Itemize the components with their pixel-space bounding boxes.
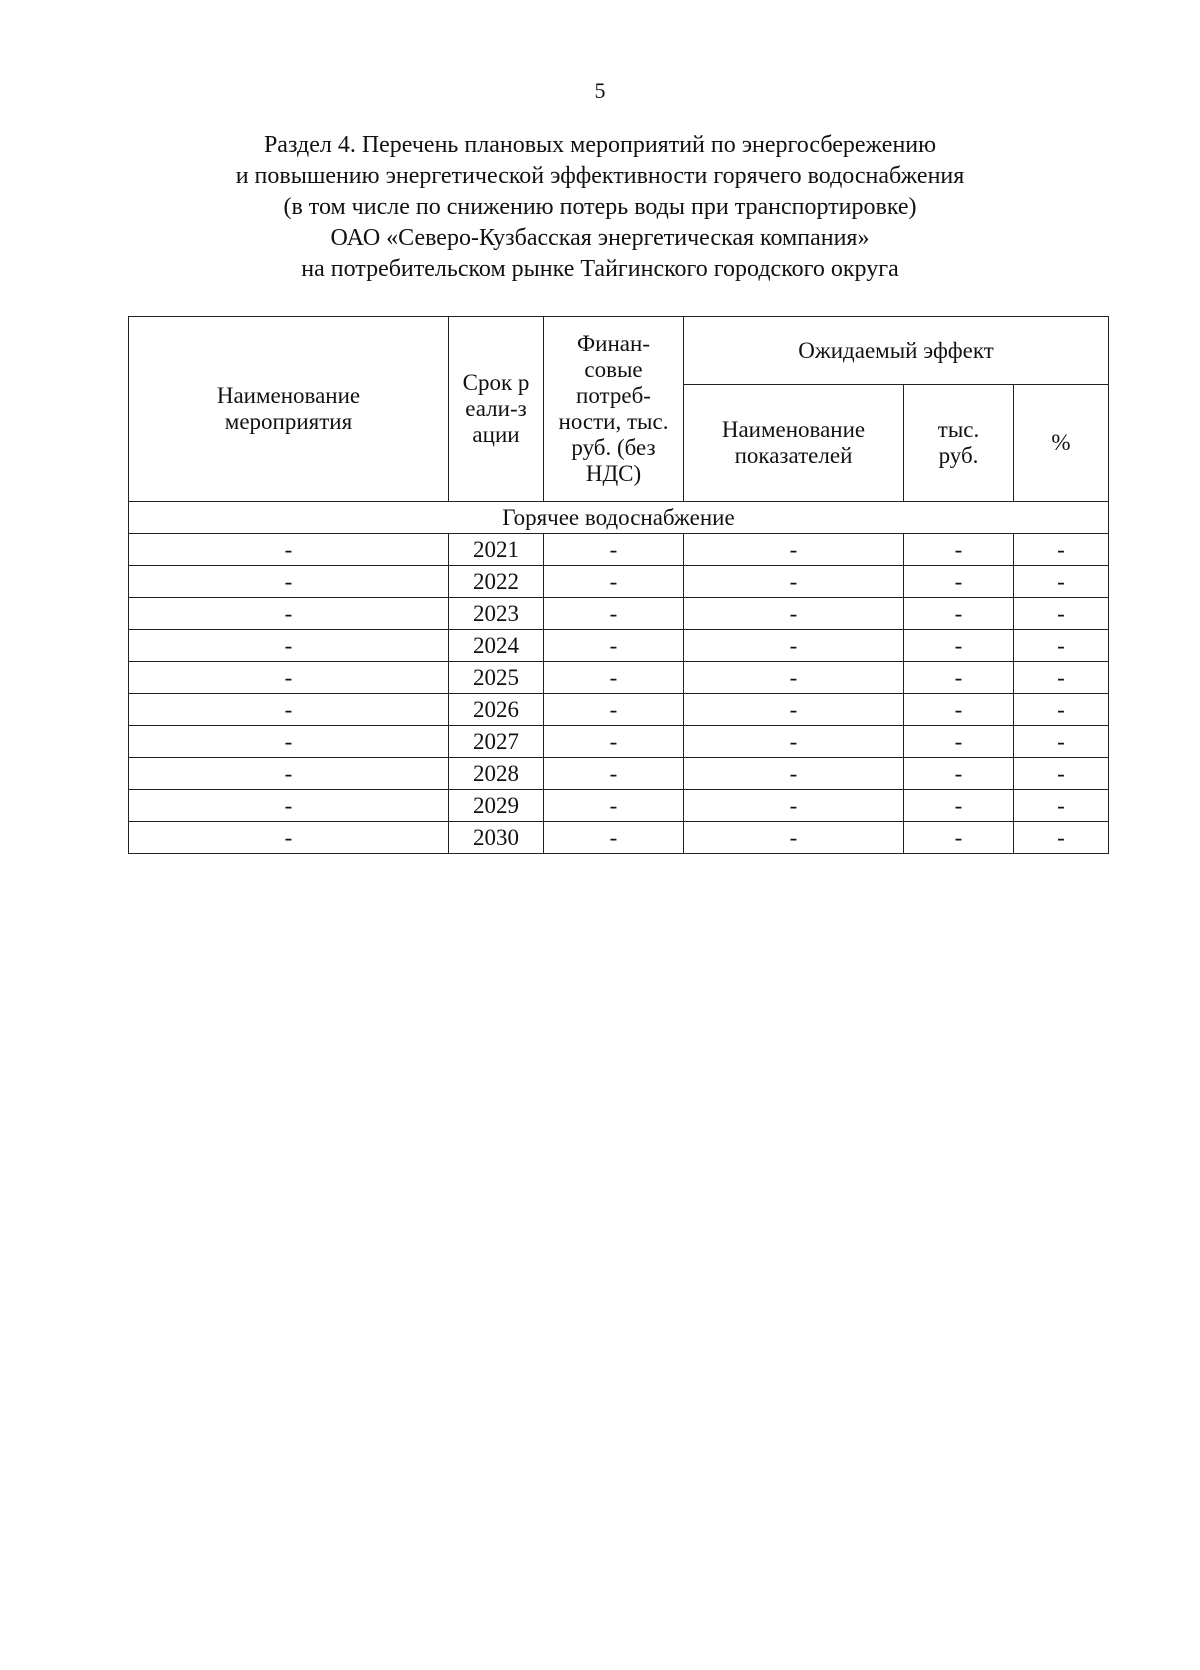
cell-thousand-rub: - [904, 566, 1014, 598]
cell-thousand-rub: - [904, 726, 1014, 758]
cell-finance: - [544, 534, 684, 566]
cell-name: - [129, 566, 449, 598]
header-percent [1014, 385, 1109, 502]
cell-year: 2029 [449, 790, 544, 822]
header-term-label: Срок реали-зации [462, 370, 530, 447]
cell-indicator: - [684, 630, 904, 662]
header-effect [684, 317, 1109, 385]
cell-percent: - [1014, 566, 1109, 598]
cell-finance: - [544, 694, 684, 726]
cell-thousand-rub: - [904, 534, 1014, 566]
cell-thousand-rub: - [904, 598, 1014, 630]
cell-indicator: - [684, 694, 904, 726]
header-effect-label: Ожидаемый эффект [798, 337, 994, 363]
cell-finance: - [544, 822, 684, 854]
cell-year: 2027 [449, 726, 544, 758]
cell-finance: - [544, 662, 684, 694]
cell-year: 2021 [449, 534, 544, 566]
section-title: Горячее водоснабжение [129, 502, 1109, 534]
heading-line: и повышению энергетической эффективности горячего водоснабжения [235, 163, 965, 189]
cell-thousand-rub: - [904, 630, 1014, 662]
header-name-label: Наименование мероприятия [216, 383, 361, 434]
table-row [129, 534, 1109, 566]
cell-indicator: - [684, 822, 904, 854]
table-row [129, 726, 1109, 758]
cell-thousand-rub: - [904, 694, 1014, 726]
heading-line: на потребительском рынке Тайгинского городского округа [301, 256, 899, 282]
header-indicator-label: Наименование показателей [721, 417, 866, 468]
cell-indicator: - [684, 566, 904, 598]
cell-percent: - [1014, 726, 1109, 758]
header-name [129, 317, 449, 502]
cell-name: - [129, 758, 449, 790]
cell-thousand-rub: - [904, 758, 1014, 790]
heading-line: (в том числе по снижению потерь воды при транспортировке) [283, 194, 917, 220]
measures-table [128, 316, 1109, 854]
header-percent-label: % [1051, 430, 1071, 455]
cell-percent: - [1014, 694, 1109, 726]
cell-thousand-rub: - [904, 662, 1014, 694]
cell-year: 2024 [449, 630, 544, 662]
cell-year: 2026 [449, 694, 544, 726]
header-finance-label: Финан-совые потреб-ности, тыс. руб. (без НДС) [558, 331, 669, 486]
cell-percent: - [1014, 662, 1109, 694]
cell-indicator: - [684, 790, 904, 822]
cell-name: - [129, 598, 449, 630]
table-row [129, 662, 1109, 694]
cell-finance: - [544, 630, 684, 662]
table-row [129, 694, 1109, 726]
cell-finance: - [544, 758, 684, 790]
cell-thousand-rub: - [904, 822, 1014, 854]
cell-percent: - [1014, 598, 1109, 630]
cell-finance: - [544, 598, 684, 630]
cell-percent: - [1014, 758, 1109, 790]
cell-indicator: - [684, 598, 904, 630]
cell-indicator: - [684, 534, 904, 566]
cell-name: - [129, 534, 449, 566]
cell-indicator: - [684, 662, 904, 694]
header-term [449, 317, 544, 502]
cell-indicator: - [684, 758, 904, 790]
table-row [129, 822, 1109, 854]
cell-name: - [129, 630, 449, 662]
cell-percent: - [1014, 534, 1109, 566]
table-row [129, 790, 1109, 822]
cell-year: 2025 [449, 662, 544, 694]
cell-year: 2028 [449, 758, 544, 790]
table-row [129, 598, 1109, 630]
cell-indicator: - [684, 726, 904, 758]
document-heading [0, 130, 1200, 285]
table-row [129, 630, 1109, 662]
cell-name: - [129, 662, 449, 694]
cell-percent: - [1014, 822, 1109, 854]
cell-year: 2022 [449, 566, 544, 598]
heading-line: Раздел 4. Перечень плановых мероприятий по энергосбережению [263, 132, 937, 158]
header-indicator [684, 385, 904, 502]
header-thousand-rub [904, 385, 1014, 502]
header-finance [544, 317, 684, 502]
cell-finance: - [544, 790, 684, 822]
cell-finance: - [544, 726, 684, 758]
cell-year: 2030 [449, 822, 544, 854]
heading-line: ОАО «Северо-Кузбасская энергетическая компания» [330, 225, 870, 251]
cell-year: 2023 [449, 598, 544, 630]
cell-thousand-rub: - [904, 790, 1014, 822]
table-row [129, 758, 1109, 790]
cell-percent: - [1014, 790, 1109, 822]
page-number: 5 [594, 78, 606, 103]
cell-finance: - [544, 566, 684, 598]
header-thousand-rub-label: тыс. руб. [937, 417, 980, 468]
cell-percent: - [1014, 630, 1109, 662]
cell-name: - [129, 822, 449, 854]
cell-name: - [129, 790, 449, 822]
cell-name: - [129, 726, 449, 758]
table-row [129, 566, 1109, 598]
cell-name: - [129, 694, 449, 726]
